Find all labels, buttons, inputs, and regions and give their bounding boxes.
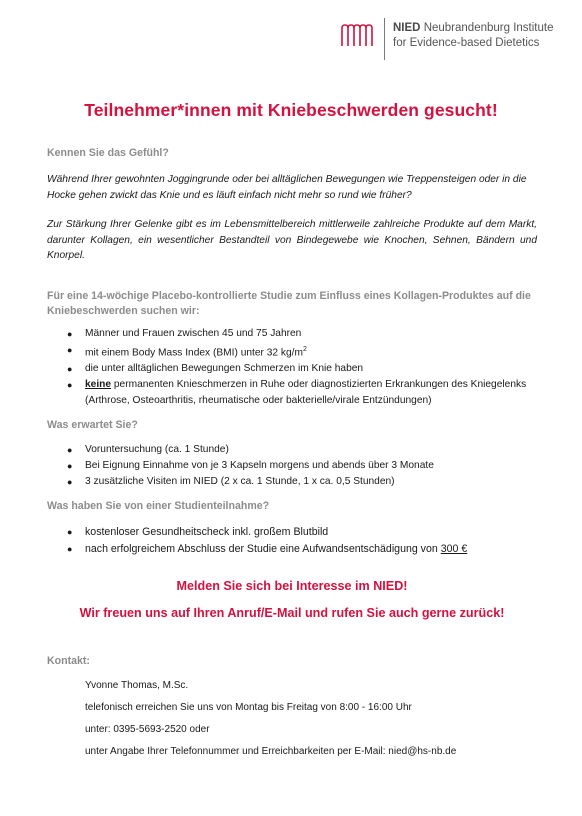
- logo-line2: for Evidence-based Dietetics: [393, 37, 540, 49]
- list-item: ● mit einem Body Mass Index (BMI) unter 32 $kg/m^2$: [47, 342, 537, 361]
- bullet-icon: ●: [67, 543, 73, 554]
- list-item: ● die unter alltäglichen Bewegungen Schmerzen im Knie haben: [47, 361, 537, 377]
- benefits-list: [47, 524, 537, 558]
- bullet-icon: ●: [67, 460, 73, 471]
- bullet-icon: ●: [67, 476, 73, 487]
- contact-hours: telefonisch erreichen Sie uns von Montag bis Freitag von 8:00 - 16:00 Uhr: [85, 701, 412, 713]
- logo-text: [393, 18, 553, 51]
- list-item: ● kostenloser Gesundheitscheck inkl. großem Blutbild: [47, 524, 537, 541]
- intro-paragraph-1: Während Ihrer gewohnten Joggingrunde oder bei alltäglichen Bewegungen wie Treppensteigen oder in die Hocke gehen zwickt das Knie und es läuft einfach nicht mehr so rund wie früher?: [47, 174, 527, 201]
- list-item: ● Männer und Frauen zwischen 45 und 75 Jahren: [47, 326, 537, 342]
- logo-divider: [384, 18, 385, 60]
- intro-heading: Kennen Sie das Gefühl?: [47, 147, 169, 159]
- cta-line-1: Melden Sie sich bei Interesse im NIED!: [176, 578, 408, 593]
- list-item: ● 3 zusätzliche Visiten im NIED (2 x ca. 1 Stunde, 1 x ca. 0,5 Stunden): [47, 474, 537, 490]
- contact-name: Yvonne Thomas, M.Sc.: [85, 679, 189, 691]
- logo-line1: Neubrandenburg Institute: [423, 22, 554, 34]
- contact-phone: unter: 0395-5693-2520 oder: [85, 723, 210, 735]
- keyword-keine: keine: [85, 378, 112, 390]
- contact-heading: Kontakt:: [47, 654, 90, 667]
- bullet-icon: ●: [67, 444, 73, 455]
- flyer-body: [47, 146, 537, 766]
- list-item: ● keine permanenten Knieschmerzen in Ruhe oder diagnostizierten Erkrankungen des Kniegelenks (Arthrose, Osteoarthritis, rheumatische oder bakterielle/virale Entzündungen): [67, 378, 527, 406]
- contact-email: unter Angabe Ihrer Telefonnummer und Erreichbarkeiten per E-Mail: nied@hs-nb.de: [85, 745, 457, 757]
- logo-org-short: NIED: [393, 22, 421, 34]
- benefits-heading: Was haben Sie von einer Studienteilnahme?: [47, 499, 270, 512]
- criteria-list: [47, 326, 537, 409]
- page-title: Teilnehmer*innen mit Kniebeschwerden gesucht!: [84, 100, 498, 120]
- list-item: ● Bei Eignung Einnahme von je 3 Kapseln morgens und abends über 3 Monate: [47, 458, 537, 474]
- list-item: ● nach erfolgreichem Abschluss der Studie eine Aufwandsentschädigung von 300 €: [47, 541, 537, 558]
- contact-block: [47, 678, 537, 759]
- bullet-icon: ●: [67, 526, 73, 537]
- expect-list: [47, 442, 537, 490]
- cta-line-2: Wir freuen uns auf Ihren Anruf/E-Mail und rufen Sie auch gerne zurück!: [79, 605, 505, 620]
- compensation-amount: 300 €: [440, 542, 468, 555]
- intro-paragraph-2: Zur Stärkung Ihrer Gelenke gibt es im Lebensmittelbereich mittlerweile zahlreiche Produkte auf dem Markt, darunter Kollagen, ein wesentlicher Bestandteil von Bindegewebe wie Knochen, Sehnen, Bändern und Knorpel.: [47, 219, 537, 261]
- study-heading: Für eine 14-wöchige Placebo-kontrollierte Studie zum Einfluss eines Kollagen-Produktes auf die Kniebeschwerden suchen wir:: [47, 289, 531, 317]
- bullet-icon: ●: [67, 344, 73, 355]
- bullet-icon: ●: [67, 363, 73, 374]
- bullet-icon: ●: [67, 328, 73, 339]
- list-item: ● Voruntersuchung (ca. 1 Stunde): [47, 442, 537, 458]
- nied-logo-icon: [340, 22, 376, 48]
- expect-heading: Was erwartet Sie?: [47, 418, 138, 431]
- bullet-icon: ●: [67, 379, 73, 390]
- nied-logo: [340, 18, 553, 62]
